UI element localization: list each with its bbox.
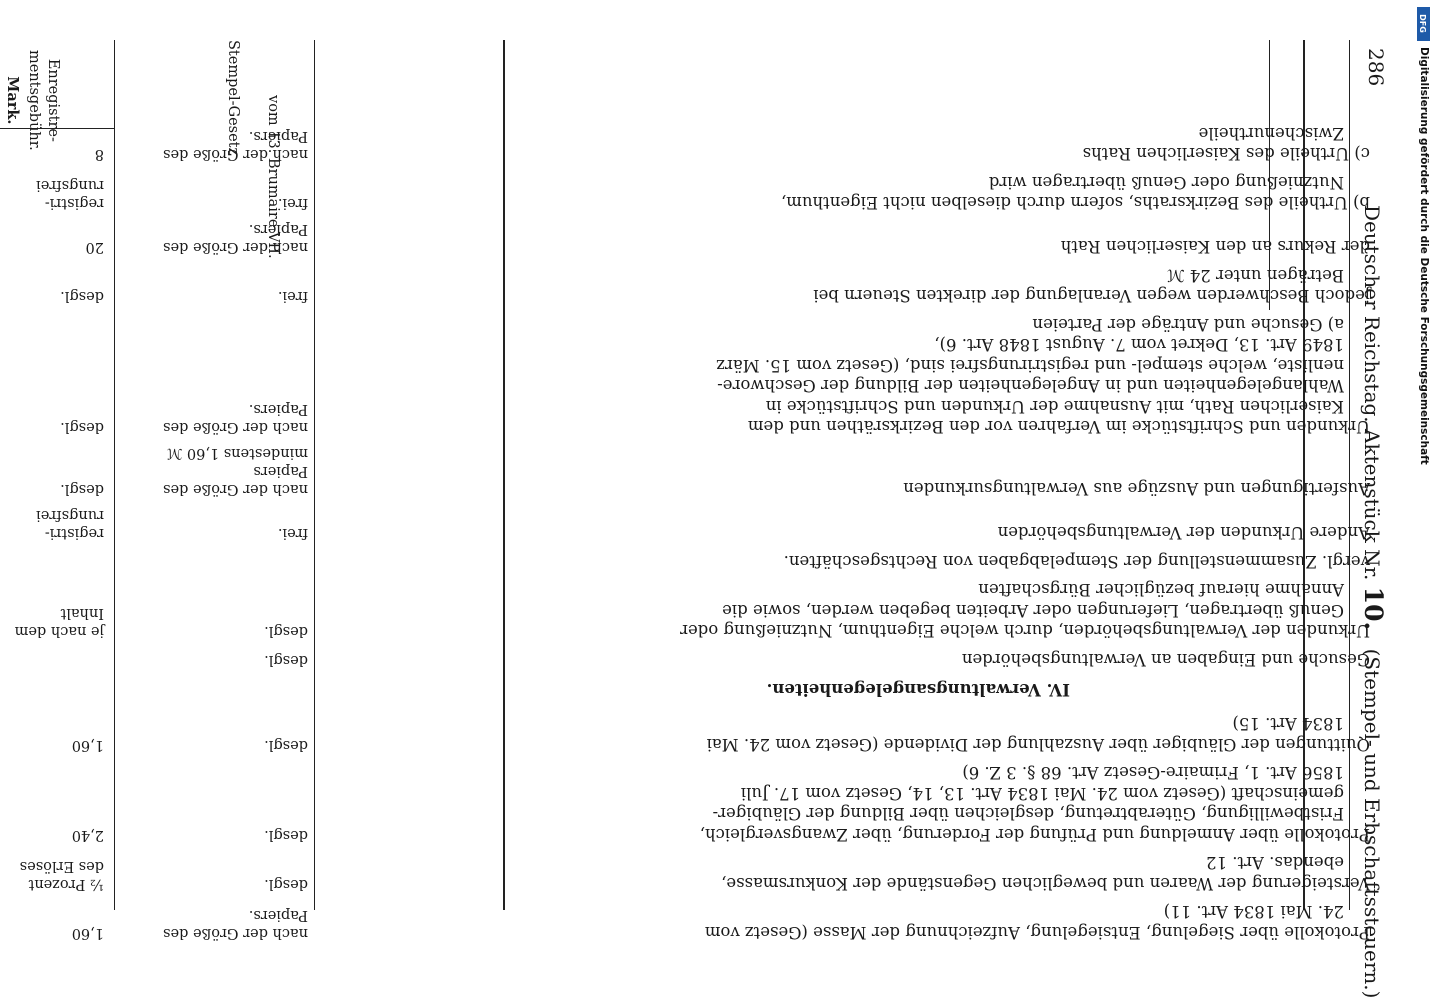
enreg-value: 8	[94, 146, 104, 163]
enreg-value: ½ Prozent	[28, 876, 104, 892]
stempel-value: desgl.	[264, 623, 308, 640]
dfg-logo-text: DFG	[1417, 14, 1427, 33]
row-text-line: Beträgen unter 24 ℳ	[1166, 266, 1344, 285]
stempel-value: nach der Größe des	[163, 146, 308, 163]
header-prefix: Deutscher Reichstag. Aktenstück Nr.	[1360, 205, 1384, 581]
row-text-line: Urkunden der Verwaltungsbehörden, durch welche Eigenthum, Nutznießung oder	[680, 621, 1370, 641]
stempel-value: Papiers.	[248, 401, 308, 418]
enreg-value: registri-	[44, 195, 104, 212]
stempel-value: mindestens 1,60 ℳ	[166, 445, 308, 462]
enreg-value: 20	[85, 239, 104, 256]
stempel-value: desgl.	[264, 652, 308, 668]
header-number: 10.	[1359, 586, 1388, 631]
stempel-value: frei.	[277, 288, 308, 305]
stempel-value: desgl.	[264, 737, 308, 753]
row-text-line: Zwischenurtheile	[1198, 124, 1344, 143]
row-text-line: 24. Mai 1834 Art. 11)	[1163, 902, 1344, 922]
stempel-value: desgl.	[264, 827, 308, 843]
row-text-line: Andere Urkunden der Verwaltungsbehörden	[997, 523, 1370, 543]
enreg-value: 1,60	[71, 737, 104, 753]
row-text-line: nenliste, welche stempel- und registrirungsfrei sind, (Gesetz vom 15. März	[716, 356, 1344, 375]
row-text-line: Gesuche und Eingaben an Verwaltungsbehörden	[961, 650, 1370, 669]
enreg-value: 1,60	[71, 925, 104, 941]
stempel-value: nach der Größe des	[163, 419, 308, 436]
enreg-value: desgl.	[60, 419, 104, 436]
row-text-line: Kaiserlichen Rath, mit Ausnahme der Urkunden und Schriftstücke in	[765, 397, 1344, 416]
stempel-value: Papiers.	[248, 128, 308, 145]
row-text-line: Wahlangelegenheiten und in Angelegenheiten der Bildung der Geschwore-	[717, 376, 1344, 396]
row-text-line: Fristbewilligung, Güterabtretung, desgleichen über Bildung der Gläubiger-	[712, 804, 1344, 824]
stempel-value: Papiers.	[248, 221, 308, 238]
row-text-line: Protokolle über Siegelung, Entsiegelung, Aufzeichnung der Masse (Gesetz vom	[704, 923, 1370, 942]
enreg-unit: Mark.	[4, 76, 21, 125]
enreg-value: je nach dem	[14, 623, 104, 640]
stempel-value: nach der Größe des	[163, 239, 308, 256]
enreg-value: des Erlöses	[19, 858, 104, 874]
enreg-value: Inhalt	[60, 605, 104, 622]
row-text-line: c) Urtheile des Kaiserlichen Raths	[1082, 144, 1370, 164]
header-suffix: (Stempel- und Erbschaftssteuern.)	[1360, 648, 1384, 999]
enreg-value: desgl.	[60, 481, 104, 498]
stempel-value: Papiers.	[248, 907, 308, 923]
row-text-line: 1856 Art. 1, Frimaire-Gesetz Art. 68 §. 3 Z. 6)	[962, 763, 1344, 783]
enreg-value: 2,40	[71, 827, 104, 843]
row-text-line: 1849 Art. 13, Dekret vom 7. August 1848 Art. 6),	[934, 335, 1344, 355]
stempel-header-line-2: vom 13. Brumaire VII.	[265, 95, 281, 259]
row-text-line: jedoch Beschwerden wegen Veranlagung der direkten Steuern bei	[813, 286, 1370, 306]
row-text-line: Nutznießung oder Genuß übertragen wird	[988, 173, 1344, 192]
row-text-line: b) Urtheile des Bezirksraths, sofern durch dieselben nicht Eigenthum,	[780, 193, 1370, 213]
row-text-line: Quittungen der Gläubiger über Auszahlung der Dividende (Gesetz vom 24. Mai	[706, 735, 1370, 754]
row-text-line: 1834 Art. 15)	[1232, 714, 1344, 734]
stempel-value: frei.	[277, 195, 308, 212]
stempel-header-line-1: Stempel-Gesetz	[225, 40, 241, 156]
section-title: IV. Verwaltungsangelegenheiten.	[766, 680, 1070, 699]
stempel-value: nach der Größe des	[163, 481, 308, 498]
row-text-line: gemeinschaft (Gesetz vom 24. Mai 1834 Art. 13, 14, Gesetz vom 17. Juli	[740, 784, 1344, 803]
row-text-line: Annahme hierauf bezüglicher Bürgschaften	[978, 580, 1344, 600]
stempel-value: nach der Größe des	[163, 925, 308, 941]
row-text-line: a) Gesuche und Anträge der Parteien	[1032, 315, 1344, 334]
dfg-note-text: Digitalisierung gefördert durch die Deutsche Forschungsgemeinschaft	[1418, 47, 1430, 465]
row-text-line: Genuß übertragen, Lieferungen oder Arbeiten begeben werden, sowie die	[722, 601, 1344, 620]
stempel-value: desgl.	[264, 876, 308, 892]
stempel-value: frei.	[277, 525, 308, 542]
enreg-value: desgl.	[60, 288, 104, 305]
row-text-line: Urkunden und Schriftstücke im Verfahren vor den Bezirksräthen und dem	[747, 417, 1370, 437]
enreg-value: rungsfrei	[36, 507, 104, 524]
dfg-logo	[1417, 7, 1430, 41]
page-number: 286	[1364, 48, 1388, 87]
enreg-value: registri-	[44, 525, 104, 542]
dfg-side-note	[1417, 7, 1430, 993]
enreg-value: rungsfrei	[36, 177, 104, 194]
row-text-line: Protokolle über Anmeldung und Prüfung der Forderung, über Zwangsvergleich,	[699, 825, 1370, 844]
stempel-value: Papiers	[253, 463, 308, 480]
row-text-line: vergl. Zusammenstellung der Stempelabgaben von Rechtsgeschäften.	[783, 552, 1370, 571]
row-text-line: ebendas. Art. 12	[1206, 853, 1344, 873]
row-text-line: Ausfertigungen und Auszüge aus Verwaltungsurkunden	[903, 479, 1370, 499]
enreg-header-line-1: Enregistre-	[45, 58, 61, 142]
enreg-header-line-2: mentsgebühr.	[26, 50, 43, 151]
row-text-line: der Rekurs an den Kaiserlichen Rath	[1060, 237, 1370, 257]
row-text-line: Versteigerung der Waaren und beweglichen Gegenstände der Konkursmasse,	[721, 874, 1370, 893]
